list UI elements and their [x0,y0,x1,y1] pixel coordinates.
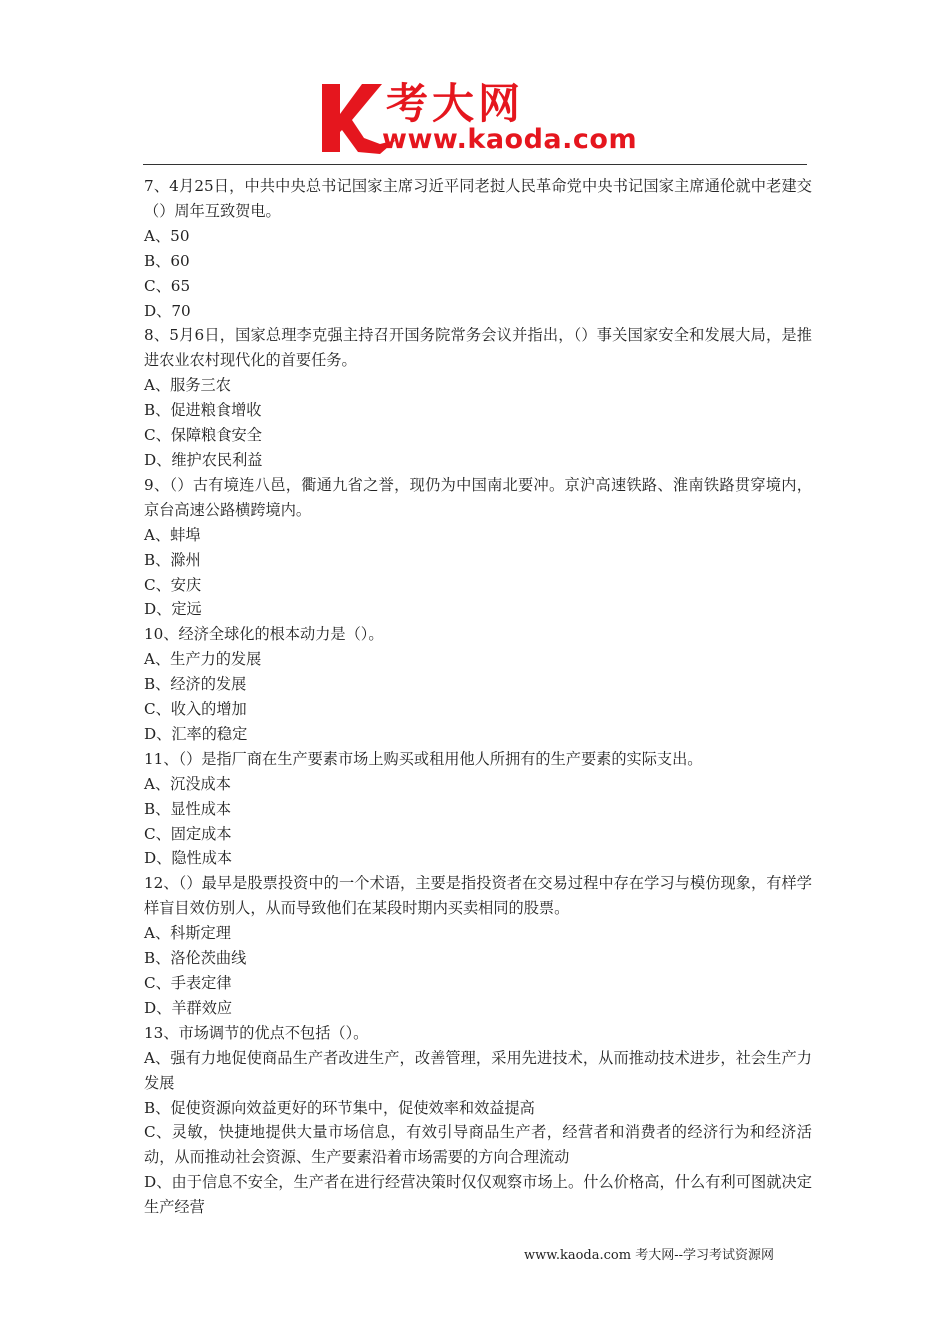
question-text: 10、经济全球化的根本动力是（）。 [144,625,384,644]
option: D、汇率的稳定 [144,724,248,743]
option: A、科斯定理 [144,924,231,943]
option: B、促进粮食增收 [144,401,262,420]
option: C、保障粮食安全 [144,426,262,445]
option: B、60 [144,251,190,270]
logo-title: 考大网 [386,79,525,128]
logo-url: www.kaoda.com [382,124,638,155]
option: C、65 [144,276,191,295]
question-text: 9、（）古有境连八邑，衢通九省之誉，现仍为中国南北要冲。京沪高速铁路、淮南铁路贯穿境内，京台高速公路横跨境内。 [144,475,812,519]
option: D、70 [144,301,191,320]
option: A、蚌埠 [144,525,201,544]
option: C、收入的增加 [144,700,247,719]
option: C、灵敏，快捷地提供大量市场信息，有效引导商品生产者，经营者和消费者的经济行为和经济活动，从而推动社会资源、生产要素沿着市场需要的方向合理流动 [144,1123,812,1167]
question-text: 12、（）最早是股票投资中的一个术语，主要是指投资者在交易过程中存在学习与模仿现象，有样学样盲目效仿别人，从而导致他们在某段时期内买卖相同的股票。 [144,874,812,918]
question-text: 11、（）是指厂商在生产要素市场上购买或租用他人所拥有的生产要素的实际支出。 [144,749,703,768]
option: B、滁州 [144,550,201,569]
option: A、沉没成本 [144,774,231,793]
option: B、促使资源向效益更好的环节集中，促使效率和效益提高 [144,1098,535,1117]
option: A、服务三农 [144,376,231,395]
question-text: 13、市场调节的优点不包括（）。 [144,1023,369,1042]
option: A、50 [144,226,190,245]
option: A、强有力地促使商品生产者改进生产，改善管理，采用先进技术，从而推动技术进步，社会生产力发展 [144,1048,812,1092]
question-list [144,174,812,1220]
kaoda-logo [318,80,648,158]
question-text: 7、4月25日，中共中央总书记国家主席习近平同老挝人民革命党中央书记国家主席通伦就中老建交（）周年互致贺电。 [144,177,812,220]
header-divider [143,164,807,165]
option: B、经济的发展 [144,675,247,694]
option: D、由于信息不安全，生产者在进行经营决策时仅仅观察市场上。什么价格高，什么有利可图就决定生产经营 [144,1173,812,1217]
option: D、隐性成本 [144,849,233,868]
option: B、洛伦茨曲线 [144,949,247,968]
option: C、手表定律 [144,974,232,992]
option: B、显性成本 [144,799,232,818]
option: D、定远 [144,600,202,619]
option: D、维护农民利益 [144,450,263,469]
question-text: 8、5月6日，国家总理李克强主持召开国务院常务会议并指出，（）事关国家安全和发展大局，是推进农业农村现代化的首要任务。 [144,326,812,370]
option: C、安庆 [144,575,202,594]
page-footer: www.kaoda.com 考大网--学习考试资源网 [524,1248,774,1263]
option: A、生产力的发展 [144,650,262,669]
option: C、固定成本 [144,824,232,843]
option: D、羊群效应 [144,998,233,1017]
